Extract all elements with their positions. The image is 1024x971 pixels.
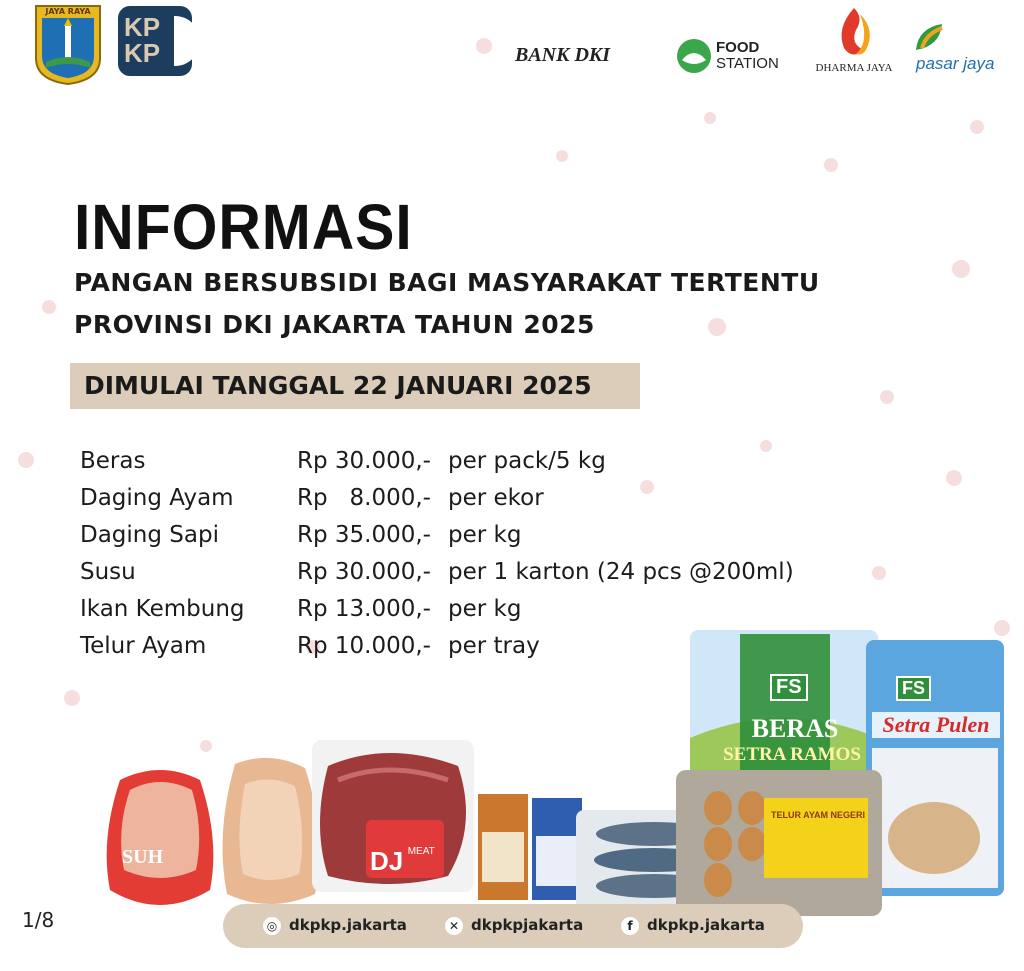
dki-logo-text: JAYA RAYA <box>45 7 91 16</box>
instagram-handle: dkpkp.jakarta <box>289 916 407 934</box>
food-station-icon <box>676 38 712 74</box>
pasar-jaya-text: pasar jaya <box>916 54 995 73</box>
rice2-brand: FS <box>896 676 931 701</box>
dharma-jaya-text: DHARMA JAYA <box>815 62 893 74</box>
social-instagram[interactable] <box>263 916 407 935</box>
rice1-line2: SETRA RAMOS <box>723 744 861 765</box>
x-handle: dkpkpjakarta <box>471 916 584 934</box>
item-name: Ikan Kembung <box>80 596 245 622</box>
rice1-brand: FS <box>770 674 808 701</box>
item-price: Rp 10.000,- <box>297 633 431 659</box>
item-price: Rp 13.000,- <box>297 596 431 622</box>
food-station-line1: FOOD <box>716 39 760 56</box>
food-station-line2: STATION <box>716 55 779 72</box>
facebook-handle: dkpkp.jakarta <box>647 916 765 934</box>
dkpkp-logo <box>118 6 192 76</box>
rice-bag-setra-pulen <box>864 638 1006 898</box>
dkpkp-logo-text: KP KP <box>124 12 161 68</box>
subtitle-line-2: PROVINSI DKI JAKARTA TAHUN 2025 <box>74 310 595 339</box>
start-date-text: DIMULAI TANGGAL 22 JANUARI 2025 <box>84 371 592 400</box>
item-name: Beras <box>80 448 146 474</box>
social-facebook[interactable] <box>621 916 765 935</box>
page-title: INFORMASI <box>74 191 413 263</box>
milk-box-1 <box>476 792 530 902</box>
subtitle-line-1: PANGAN BERSUBSIDI BAGI MASYARAKAT TERTENTU <box>74 268 820 297</box>
product-illustration <box>100 628 1010 918</box>
item-name: Susu <box>80 559 136 585</box>
item-unit: per ekor <box>448 485 544 511</box>
start-date-banner <box>70 363 640 409</box>
chicken-label: SUH <box>122 846 164 868</box>
rice2-text: Setra Pulen <box>872 712 1000 738</box>
meat-label: DJ $^{MEAT}$ <box>370 846 435 876</box>
rice1-line1: BERAS <box>751 714 839 743</box>
item-name: Daging Ayam <box>80 485 234 511</box>
item-price: Rp 30.000,- <box>297 559 431 585</box>
instagram-icon: ◎ <box>263 917 281 935</box>
item-unit: per kg <box>448 596 522 622</box>
x-icon: ✕ <box>445 917 463 935</box>
page-indicator: 1/8 <box>22 908 55 932</box>
social-x[interactable] <box>445 916 583 935</box>
item-name: Telur Ayam <box>80 633 207 659</box>
egg-label: TELUR AYAM NEGERI <box>770 810 866 820</box>
bank-dki-logo: BANK DKI <box>515 44 611 66</box>
item-unit: per tray <box>448 633 540 659</box>
item-price: Rp 35.000,- <box>297 522 431 548</box>
dki-jaya-raya-emblem <box>34 4 102 90</box>
dharma-jaya-flame-icon <box>806 4 902 62</box>
pasar-jaya-logo <box>912 20 995 73</box>
egg-tray <box>674 768 884 918</box>
social-media-bar <box>223 904 803 948</box>
item-price: Rp 8.000,- <box>297 485 431 511</box>
dharma-jaya-logo <box>806 4 902 74</box>
pasar-jaya-leaf-icon <box>912 20 952 54</box>
item-unit: per pack/5 kg <box>448 448 606 474</box>
item-unit: per 1 karton (24 pcs @200ml) <box>448 559 794 585</box>
item-price: Rp 30.000,- <box>297 448 431 474</box>
item-unit: per kg <box>448 522 522 548</box>
chicken-package-1 <box>100 760 220 920</box>
facebook-icon: f <box>621 917 639 935</box>
header-logos <box>0 0 1024 100</box>
food-station-logo <box>676 38 779 78</box>
item-name: Daging Sapi <box>80 522 219 548</box>
